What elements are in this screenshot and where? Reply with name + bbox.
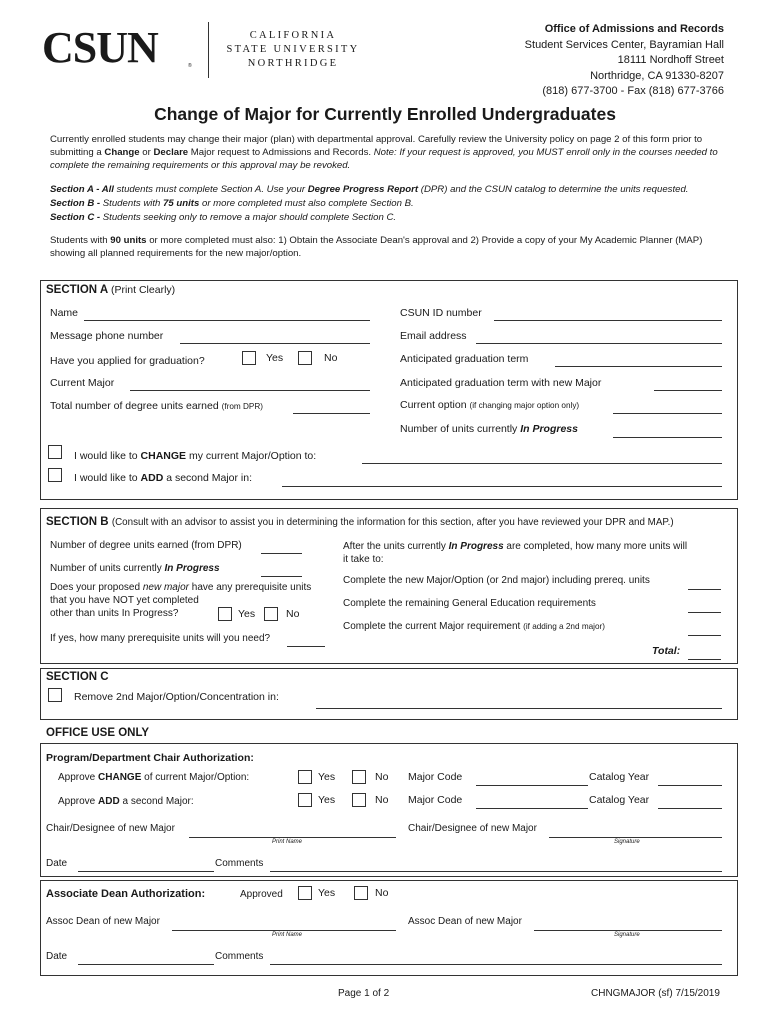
section-c-instruction: Section C - Students seeking only to remove a major should complete Section C. bbox=[50, 212, 397, 223]
major-code-input[interactable] bbox=[476, 785, 588, 786]
approved-label: Approved bbox=[240, 889, 283, 900]
registered-mark: ® bbox=[188, 63, 192, 69]
complete-ge-label: Complete the remaining General Education requirements bbox=[343, 598, 596, 609]
current-major-label: Current Major bbox=[50, 377, 115, 389]
prereq-label-2: that you have NOT yet completed bbox=[50, 595, 199, 606]
yes-label: Yes bbox=[318, 887, 336, 899]
form-title: Change of Major for Currently Enrolled Undergraduates bbox=[154, 104, 616, 124]
print-name-caption: Print Name bbox=[272, 932, 303, 938]
assoc-approved-yes-checkbox[interactable] bbox=[298, 886, 312, 900]
assoc-auth-label: Associate Dean Authorization: bbox=[46, 888, 206, 900]
yes-label: Yes bbox=[238, 608, 256, 620]
chair-designee-label: Chair/Designee of new Major bbox=[46, 823, 175, 834]
email-label: Email address bbox=[400, 330, 467, 342]
prereq-yes-checkbox[interactable] bbox=[218, 607, 232, 621]
units-in-progress-input[interactable] bbox=[613, 437, 722, 438]
no-label: No bbox=[286, 608, 300, 620]
chair-designee-label: Chair/Designee of new Major bbox=[408, 823, 537, 834]
university-line-3: NORTHRIDGE bbox=[247, 58, 339, 69]
chair-date-input[interactable] bbox=[78, 871, 214, 872]
university-line-2: STATE UNIVERSITY bbox=[226, 44, 360, 55]
office-line: Northridge, CA 91330-8207 bbox=[590, 69, 724, 82]
name-input[interactable] bbox=[84, 320, 370, 321]
complete-current-label: Complete the current Major requirement (if adding a 2nd major) bbox=[343, 621, 606, 632]
csun-id-input[interactable] bbox=[494, 320, 722, 321]
complete-new-label: Complete the new Major/Option (or 2nd major) including prereq. units bbox=[343, 575, 650, 586]
no-label: No bbox=[375, 887, 389, 899]
current-option-input[interactable] bbox=[613, 413, 722, 414]
assoc-print-name-input[interactable] bbox=[172, 930, 396, 931]
add-major-input[interactable] bbox=[282, 486, 722, 487]
date-label: Date bbox=[46, 858, 68, 869]
how-many-label: If yes, how many prerequisite units will you need? bbox=[50, 633, 271, 644]
remove-major-input[interactable] bbox=[316, 708, 722, 709]
comments-label: Comments bbox=[215, 951, 264, 962]
chair-comments-input[interactable] bbox=[270, 871, 722, 872]
ant-grad-new-input[interactable] bbox=[654, 390, 722, 391]
change-major-input[interactable] bbox=[362, 463, 722, 464]
email-input[interactable] bbox=[476, 343, 722, 344]
add-major-label: I would like to ADD a second Major in: bbox=[74, 472, 253, 484]
change-major-checkbox[interactable] bbox=[48, 445, 62, 459]
units-in-prog-input[interactable] bbox=[261, 576, 302, 577]
form-id: CHNGMAJOR (sf) 7/15/2019 bbox=[591, 988, 720, 999]
section-a-title: SECTION A (Print Clearly) bbox=[46, 284, 176, 296]
complete-ge-input[interactable] bbox=[688, 612, 721, 613]
prereq-no-checkbox[interactable] bbox=[264, 607, 278, 621]
comments-label: Comments bbox=[215, 858, 264, 869]
signature-caption: Signature bbox=[614, 932, 640, 938]
remove-major-checkbox[interactable] bbox=[48, 688, 62, 702]
complete-new-input[interactable] bbox=[688, 589, 721, 590]
catalog-year-input[interactable] bbox=[658, 785, 722, 786]
section-b-title: SECTION B (Consult with an advisor to assist you in determining the information for this section, after you have reviewed your DPR and MAP.) bbox=[46, 516, 674, 528]
approve-change-no-checkbox[interactable] bbox=[352, 770, 366, 784]
total-input[interactable] bbox=[688, 659, 721, 660]
university-line-1: CALIFORNIA bbox=[249, 30, 337, 41]
chair-signature-input[interactable] bbox=[549, 837, 722, 838]
applied-grad-no-checkbox[interactable] bbox=[298, 351, 312, 365]
approve-change-yes-checkbox[interactable] bbox=[298, 770, 312, 784]
office-line: Student Services Center, Bayramian Hall bbox=[524, 38, 724, 51]
units-in-progress-label: Number of units currently In Progress bbox=[400, 423, 578, 435]
phone-label: Message phone number bbox=[50, 330, 164, 342]
assoc-dean-label: Assoc Dean of new Major bbox=[408, 916, 522, 927]
after-label-2: it take to: bbox=[343, 554, 384, 565]
how-many-input[interactable] bbox=[287, 646, 325, 647]
units-in-prog-label: Number of units currently In Progress bbox=[50, 563, 220, 574]
intro-paragraph: Currently enrolled students may change their major (plan) with departmental approval. Carefully review the University policy on page 2 of this form prior to submitting a Change or Declare Major request to Admissions and Records. Note: If your request is approved, you MUST enroll only in the courses needed to complete the remaining requirements or this approval may be revoked. bbox=[50, 134, 718, 171]
phone-input[interactable] bbox=[180, 343, 370, 344]
prereq-label-3: other than units In Progress? bbox=[50, 608, 179, 619]
date-label: Date bbox=[46, 951, 68, 962]
approve-add-label: Approve ADD a second Major: bbox=[58, 796, 194, 807]
csun-logo: CSUN bbox=[42, 23, 158, 72]
section-c-title: SECTION C bbox=[46, 671, 109, 683]
total-units-input[interactable] bbox=[293, 413, 370, 414]
yes-label: Yes bbox=[266, 352, 284, 364]
catalog-year-label: Catalog Year bbox=[589, 771, 650, 783]
ant-grad-label: Anticipated graduation term bbox=[400, 353, 529, 365]
current-option-label: Current option (if changing major option only) bbox=[400, 399, 580, 411]
complete-current-input[interactable] bbox=[688, 635, 721, 636]
page-number: Page 1 of 2 bbox=[338, 988, 390, 999]
units-earned-input[interactable] bbox=[261, 553, 302, 554]
applied-grad-label: Have you applied for graduation? bbox=[50, 355, 205, 367]
section-b-instruction: Section B - Students with 75 units or more completed must also complete Section B. bbox=[50, 198, 414, 209]
office-line: 18111 Nordhoff Street bbox=[617, 54, 724, 66]
chair-auth-label: Program/Department Chair Authorization: bbox=[46, 752, 254, 764]
ninety-units-paragraph: Students with 90 units or more completed must also: 1) Obtain the Associate Dean's approval and 2) Provide a copy of your My Academic Planner (MAP) showing all planned requirements for the new major/option. bbox=[50, 235, 703, 259]
major-code-input[interactable] bbox=[476, 808, 588, 809]
no-label: No bbox=[375, 771, 389, 783]
units-earned-label: Number of degree units earned (from DPR) bbox=[50, 540, 242, 551]
chair-print-name-input[interactable] bbox=[189, 837, 396, 838]
applied-grad-yes-checkbox[interactable] bbox=[242, 351, 256, 365]
catalog-year-label: Catalog Year bbox=[589, 794, 650, 806]
name-label: Name bbox=[50, 307, 79, 319]
total-label: Total: bbox=[652, 645, 681, 657]
prereq-label-1: Does your proposed new major have any prerequisite units bbox=[50, 582, 312, 593]
add-major-checkbox[interactable] bbox=[48, 468, 62, 482]
signature-caption: Signature bbox=[614, 839, 640, 845]
ant-grad-new-label: Anticipated graduation term with new Major bbox=[400, 377, 602, 389]
office-address bbox=[525, 22, 724, 100]
total-units-label: Total number of degree units earned (from DPR) bbox=[50, 400, 264, 412]
after-label-1: After the units currently In Progress are completed, how many more units will bbox=[343, 541, 688, 552]
print-name-caption: Print Name bbox=[272, 839, 303, 845]
remove-major-label: Remove 2nd Major/Option/Concentration in: bbox=[74, 691, 279, 703]
section-a-instruction: Section A - All students must complete Section A. Use your Degree Progress Report (DPR) and the CSUN catalog to determine the units requested. bbox=[50, 184, 689, 195]
no-label: No bbox=[375, 794, 389, 806]
assoc-date-input[interactable] bbox=[78, 964, 214, 965]
logo-divider bbox=[208, 22, 209, 78]
assoc-signature-input[interactable] bbox=[534, 930, 722, 931]
major-code-label: Major Code bbox=[408, 771, 463, 783]
yes-label: Yes bbox=[318, 771, 336, 783]
major-code-label: Major Code bbox=[408, 794, 463, 806]
office-use-title: OFFICE USE ONLY bbox=[46, 727, 150, 739]
csun-id-label: CSUN ID number bbox=[400, 307, 482, 319]
assoc-approved-no-checkbox[interactable] bbox=[354, 886, 368, 900]
current-major-input[interactable] bbox=[130, 390, 370, 391]
no-label: No bbox=[324, 352, 338, 364]
yes-label: Yes bbox=[318, 794, 336, 806]
assoc-comments-input[interactable] bbox=[270, 964, 722, 965]
office-name: Office of Admissions and Records bbox=[544, 23, 724, 35]
ant-grad-input[interactable] bbox=[555, 366, 722, 367]
change-major-label: I would like to CHANGE my current Major/Option to: bbox=[74, 450, 317, 462]
office-line: (818) 677-3700 - Fax (818) 677-3766 bbox=[542, 85, 724, 97]
approve-add-no-checkbox[interactable] bbox=[352, 793, 366, 807]
catalog-year-input[interactable] bbox=[658, 808, 722, 809]
approve-add-yes-checkbox[interactable] bbox=[298, 793, 312, 807]
approve-change-label: Approve CHANGE of current Major/Option: bbox=[58, 772, 250, 783]
assoc-dean-label: Assoc Dean of new Major bbox=[46, 916, 160, 927]
